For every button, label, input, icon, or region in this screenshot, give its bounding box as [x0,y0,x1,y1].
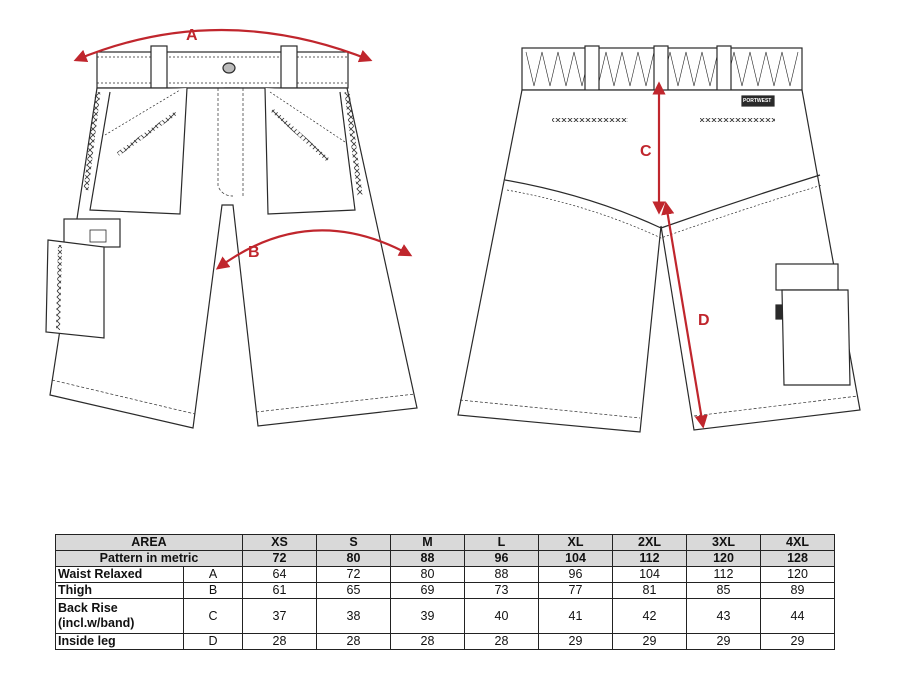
size-header: 3XL [687,535,761,551]
pattern-label: Pattern in metric [56,551,243,567]
table-cell: 104 [613,567,687,583]
size-header: 4XL [761,535,835,551]
table-cell: 28 [391,634,465,650]
button-icon [223,63,235,73]
row-code: B [184,583,243,599]
table-cell: 41 [539,599,613,634]
table-cell: 38 [317,599,391,634]
size-header: 2XL [613,535,687,551]
table-cell: 81 [613,583,687,599]
table-cell: 44 [761,599,835,634]
row-label: Inside leg [56,634,184,650]
pattern-cell: 112 [613,551,687,567]
size-header: M [391,535,465,551]
table-cell: 72 [317,567,391,583]
brand-tag: PORTWEST [743,98,772,104]
measure-label-b: B [248,244,260,261]
table-cell: 29 [613,634,687,650]
table-cell: 28 [317,634,391,650]
table-cell: 43 [687,599,761,634]
table-cell: 73 [465,583,539,599]
table-cell: 77 [539,583,613,599]
table-cell: 96 [539,567,613,583]
pattern-cell: 80 [317,551,391,567]
table-cell: 120 [761,567,835,583]
table-cell: 39 [391,599,465,634]
pattern-cell: 104 [539,551,613,567]
table-row [56,583,835,599]
table-cell: 42 [613,599,687,634]
pattern-cell: 128 [761,551,835,567]
pattern-row [56,551,835,567]
table-row [56,599,835,634]
table-cell: 37 [243,599,317,634]
measure-label-c: C [640,143,652,160]
pattern-cell: 96 [465,551,539,567]
row-code: C [184,599,243,634]
row-label-line2: (incl.w/band) [58,616,135,630]
table-cell: 28 [243,634,317,650]
size-header: XL [539,535,613,551]
size-header: L [465,535,539,551]
row-label-line1: Back Rise [58,601,118,615]
front-view [46,46,417,428]
row-label [56,599,184,634]
table-cell: 29 [687,634,761,650]
row-label: Waist Relaxed [56,567,184,583]
row-label: Thigh [56,583,184,599]
size-header: S [317,535,391,551]
pattern-cell: 88 [391,551,465,567]
table-cell: 29 [761,634,835,650]
measure-label-a: A [186,27,198,44]
table-cell: 80 [391,567,465,583]
table-cell: 40 [465,599,539,634]
table-row [56,634,835,650]
pattern-cell: 120 [687,551,761,567]
table-row [56,567,835,583]
table-cell: 112 [687,567,761,583]
table-cell: 85 [687,583,761,599]
table-cell: 69 [391,583,465,599]
size-header: XS [243,535,317,551]
area-header: AREA [56,535,243,551]
table-cell: 61 [243,583,317,599]
table-cell: 64 [243,567,317,583]
table-cell: 65 [317,583,391,599]
pattern-cell: 72 [243,551,317,567]
size-chart-table [55,534,835,650]
measure-label-d: D [698,312,710,329]
table-cell: 29 [539,634,613,650]
table-header-row [56,535,835,551]
table-cell: 28 [465,634,539,650]
table-cell: 88 [465,567,539,583]
table-cell: 89 [761,583,835,599]
row-code: D [184,634,243,650]
row-code: A [184,567,243,583]
